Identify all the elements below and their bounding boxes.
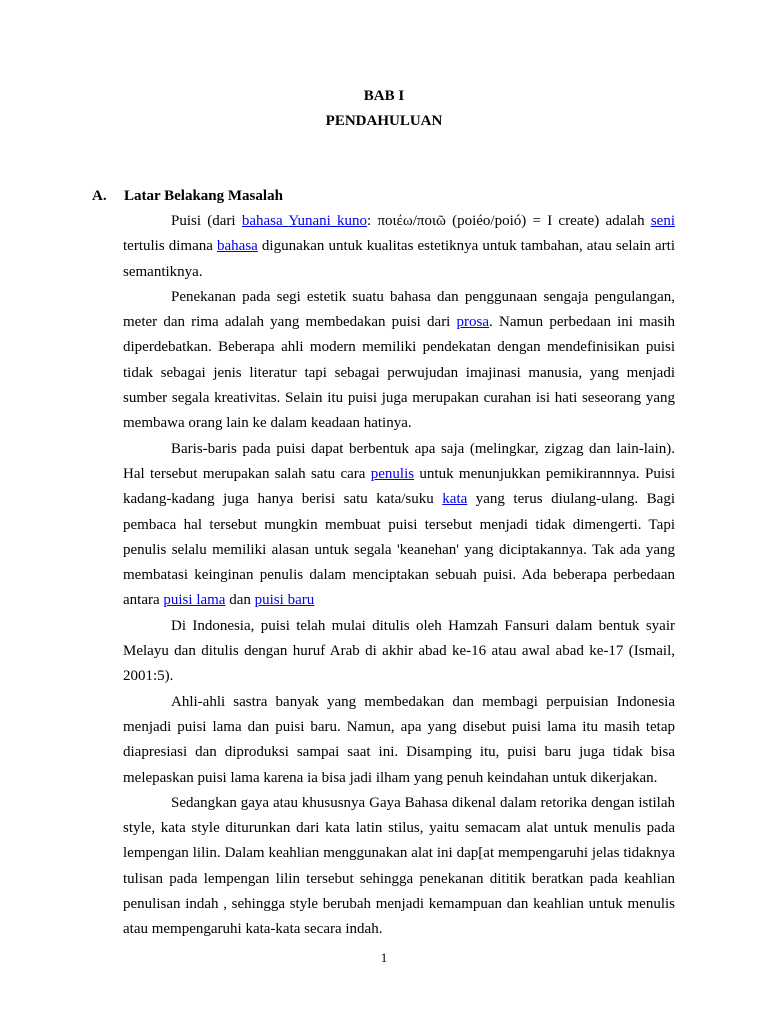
- link-yunani-text: Yunani: [288, 213, 331, 229]
- body-text: [123, 209, 675, 943]
- p3-text-c: yang terus diulang-ulang. Bagi pembaca hal tersebut mungkin membuat puisi tersebut menjadi tidak dimengerti. Tapi penulis selalu memiliki alasan untuk segala 'keanehan' yang diciptakannya. Tak ada yang membatasi keinginan penulis dalam menciptakan sebuah puisi. Ada beberapa perbedaan antara: [123, 491, 675, 609]
- p1-text-b: : ποιέω/ποιῶ (poiéo/poió) = I create) adalah: [367, 213, 651, 229]
- section-heading: [92, 188, 283, 205]
- link-puisi-lama[interactable]: puisi lama: [163, 592, 226, 609]
- link-kata[interactable]: kata: [442, 491, 468, 508]
- link-kuno-text: kuno: [337, 213, 368, 229]
- link-bahasa[interactable]: bahasa: [217, 238, 258, 255]
- chapter-heading: BAB I: [363, 88, 405, 104]
- paragraph-5: Ahli-ahli sastra banyak yang membedakan dan membagi perpuisian Indonesia menjadi puisi lama dan puisi baru. Namun, apa yang disebut puisi lama itu masih tetap diapresiasi dan diproduksi sampai saat ini. Disamping itu, puisi baru juga tidak bisa melepaskan puisi lama karena ia bisa jadi ilham yang penuh keindahan untuk dikerjakan.: [123, 693, 675, 786]
- paragraph-6: Sedangkan gaya atau khususnya Gaya Bahasa dikenal dalam retorika dengan istilah style, kata style diturunkan dari kata latin stilus, yaitu semacam alat untuk menulis pada lempengan lilin. Dalam keahlian menggunakan alat ini dap[at mempengaruhi jelas tidaknya tulisan pada lempengan lilin tersebut sehingga penekanan dititik beratkan pada keahlian penulisan indah , sehingga style berubah menjadi kemampuan dan keahlian untuk menulis atau mempengaruhi kata-kata secara indah.: [123, 794, 675, 938]
- section-letter: A.: [92, 188, 107, 204]
- chapter-title: PENDAHULUAN: [325, 113, 443, 129]
- p1-text-a: Puisi (dari: [171, 213, 242, 229]
- p3-text-d: dan: [225, 592, 255, 609]
- page-number: 1: [380, 950, 388, 965]
- link-bahasa-text: bahasa: [241, 213, 283, 229]
- p2-text-b: . Namun perbedaan ini masih diperdebatkan. Beberapa ahli modern memiliki pendekatan dengan mendefinisikan puisi tidak sebagai jenis literatur tapi sebagai perwujudan imajinasi manusia, yang menjadi sumber segala kreativitas. Selain itu puisi juga merupakan curahan isi hati seseorang yang membawa orang lain ke dalam keadaan hatinya.: [123, 314, 675, 432]
- link-seni[interactable]: seni: [650, 213, 675, 229]
- link-bahasa-yunani-kuno[interactable]: [242, 213, 367, 229]
- paragraph-2: [123, 285, 675, 437]
- p1-text-d: digunakan untuk kualitas estetiknya untuk tambahan, atau selain arti semantiknya.: [123, 238, 676, 280]
- p3-text-b: untuk menunjukkan pemikirannnya. Puisi kadang-kadang juga hanya berisi satu kata/suku: [123, 465, 675, 508]
- link-prosa[interactable]: prosa: [456, 314, 490, 331]
- section-title: Latar Belakang Masalah: [124, 188, 283, 204]
- paragraph-3: [123, 437, 675, 614]
- link-penulis[interactable]: penulis: [370, 465, 415, 482]
- p2-text-a: Penekanan pada segi estetik suatu bahasa dan penggunaan sengaja pengulangan, meter dan rima adalah yang membedakan puisi dari: [123, 288, 675, 331]
- p1-text-c: tertulis dimana: [123, 238, 218, 255]
- link-puisi-baru[interactable]: puisi baru: [254, 592, 315, 609]
- p3-text-a: Baris-baris pada puisi dapat berbentuk apa saja (melingkar, zigzag dan lain-lain). Hal tersebut merupakan salah satu cara: [123, 440, 675, 482]
- paragraph-1: [123, 209, 675, 285]
- paragraph-4: Di Indonesia, puisi telah mulai ditulis oleh Hamzah Fansuri dalam bentuk syair Melayu dan ditulis dengan huruf Arab di akhir abad ke-16 atau awal abad ke-17 (Ismail, 2001:5).: [123, 617, 675, 685]
